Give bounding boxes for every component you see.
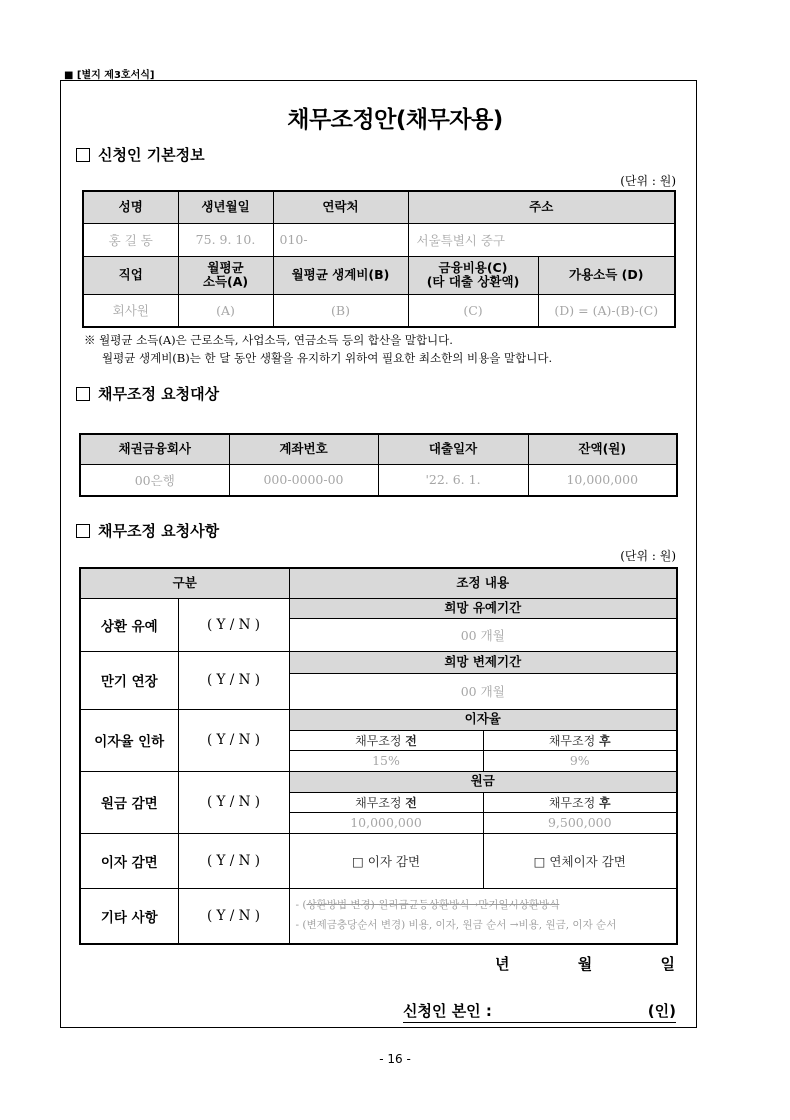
principal-after-value: 9,500,000 bbox=[483, 812, 677, 833]
page-number: - 16 - bbox=[379, 1052, 411, 1066]
header-address: 주소 bbox=[408, 191, 675, 223]
value-creditor: 00은행 bbox=[80, 464, 229, 496]
label-deferral: 상환 유예 bbox=[80, 598, 178, 651]
rate-before-value: 15% bbox=[289, 750, 483, 771]
section-request-label: 채무조정 요청사항 bbox=[98, 522, 220, 540]
yn-interest-reduction: ( Y / N ) bbox=[178, 833, 289, 888]
other-details bbox=[289, 888, 677, 944]
unit-note-2: (단위 : 원) bbox=[620, 549, 676, 563]
option-interest-reduction[interactable]: □ 이자 감면 bbox=[289, 833, 483, 888]
form-label: ■ [별지 제3호서식] bbox=[64, 70, 155, 81]
value-contact: 010- bbox=[273, 223, 408, 256]
value-income: (A) bbox=[178, 294, 273, 327]
yn-principal-reduction: ( Y / N ) bbox=[178, 771, 289, 833]
date-line bbox=[495, 953, 675, 974]
note-income: ※ 월평균 소득(A)은 근로소득, 사업소득, 연금소득 등의 합산을 말합니다. bbox=[84, 333, 453, 347]
value-job: 회사원 bbox=[83, 294, 178, 327]
section-basic-info bbox=[76, 144, 205, 165]
value-loan-date: '22. 6. 1. bbox=[378, 464, 528, 496]
section-target-label: 채무조정 요청대상 bbox=[98, 385, 220, 403]
date-month: 월 bbox=[577, 955, 593, 973]
value-repayment-period: 00 개월 bbox=[289, 673, 677, 709]
yn-deferral: ( Y / N ) bbox=[178, 598, 289, 651]
value-balance: 10,000,000 bbox=[528, 464, 677, 496]
header-balance: 잔액(원) bbox=[528, 434, 677, 464]
other-line-repayment-method: - (상환방법 변경) 원리금균등상환방식→만기일시상환방식 bbox=[295, 898, 560, 911]
subheader-rate: 이자율 bbox=[289, 709, 677, 730]
basic-info-table bbox=[82, 190, 676, 328]
value-deferral-period: 00 개월 bbox=[289, 618, 677, 651]
section-basic-info-label: 신청인 기본정보 bbox=[98, 146, 205, 164]
header-name: 성명 bbox=[83, 191, 178, 223]
rate-after-header: 채무조정 후 bbox=[483, 730, 677, 750]
label-principal-reduction: 원금 감면 bbox=[80, 771, 178, 833]
header-creditor: 채권금융회사 bbox=[80, 434, 229, 464]
rate-before-header: 채무조정 전 bbox=[289, 730, 483, 750]
value-financial-cost: (C) bbox=[408, 294, 538, 327]
header-job: 직업 bbox=[83, 256, 178, 294]
header-disposable-income: 가용소득 (D) bbox=[538, 256, 675, 294]
header-financial-cost: 금융비용(C) (타 대출 상환액) bbox=[408, 256, 538, 294]
subheader-repayment-period: 희망 변제기간 bbox=[289, 651, 677, 673]
note-living-cost: 월평균 생계비(B)는 한 달 동안 생활을 유지하기 위하여 필요한 최소한의 비용을 말합니다. bbox=[102, 351, 553, 366]
checkbox-square-icon bbox=[76, 524, 90, 538]
date-year: 년 bbox=[495, 955, 510, 973]
header-account: 계좌번호 bbox=[229, 434, 378, 464]
option-late-interest-reduction[interactable]: □ 연체이자 감면 bbox=[483, 833, 677, 888]
unit-note: (단위 : 원) bbox=[620, 174, 676, 188]
checkbox-square-icon bbox=[76, 387, 90, 401]
value-living-cost: (B) bbox=[273, 294, 408, 327]
value-birthdate: 75. 9. 10. bbox=[178, 223, 273, 256]
principal-after-header: 채무조정 후 bbox=[483, 792, 677, 812]
header-category: 구분 bbox=[80, 568, 289, 598]
value-account: 000-0000-00 bbox=[229, 464, 378, 496]
label-rate-reduction: 이자율 인하 bbox=[80, 709, 178, 771]
subheader-deferral-period: 희망 유예기간 bbox=[289, 598, 677, 618]
yn-extension: ( Y / N ) bbox=[178, 651, 289, 709]
target-table bbox=[79, 433, 678, 497]
notes bbox=[84, 331, 552, 368]
signature-seal: (인) bbox=[647, 1002, 676, 1020]
header-birthdate: 생년월일 bbox=[178, 191, 273, 223]
label-other: 기타 사항 bbox=[80, 888, 178, 944]
header-contact: 연락처 bbox=[273, 191, 408, 223]
checkbox-square-icon bbox=[76, 148, 90, 162]
value-address: 서울특별시 중구 bbox=[408, 223, 675, 256]
request-table bbox=[79, 567, 678, 945]
document-title: 채무조정안(채무자용) bbox=[287, 107, 503, 133]
other-line-allocation-order: - (변제금충당순서 변경) 비용, 이자, 원금 순서 →비용, 원금, 이자 순서 bbox=[295, 918, 617, 931]
rate-after-value: 9% bbox=[483, 750, 677, 771]
value-name: 홍 길 동 bbox=[83, 223, 178, 256]
section-target bbox=[76, 383, 219, 404]
label-interest-reduction: 이자 감면 bbox=[80, 833, 178, 888]
header-monthly-income: 월평균 소득(A) bbox=[178, 256, 273, 294]
principal-before-value: 10,000,000 bbox=[289, 812, 483, 833]
yn-other: ( Y / N ) bbox=[178, 888, 289, 944]
yn-rate-reduction: ( Y / N ) bbox=[178, 709, 289, 771]
date-day: 일 bbox=[660, 955, 675, 973]
header-living-cost: 월평균 생계비(B) bbox=[273, 256, 408, 294]
signature-label: 신청인 본인 : bbox=[403, 1002, 492, 1020]
section-request bbox=[76, 520, 219, 541]
principal-before-header: 채무조정 전 bbox=[289, 792, 483, 812]
header-content: 조정 내용 bbox=[289, 568, 677, 598]
label-extension: 만기 연장 bbox=[80, 651, 178, 709]
header-loan-date: 대출일자 bbox=[378, 434, 528, 464]
subheader-principal: 원금 bbox=[289, 771, 677, 792]
value-disposable-income: (D) = (A)-(B)-(C) bbox=[538, 294, 675, 327]
signature-line bbox=[403, 1000, 676, 1023]
